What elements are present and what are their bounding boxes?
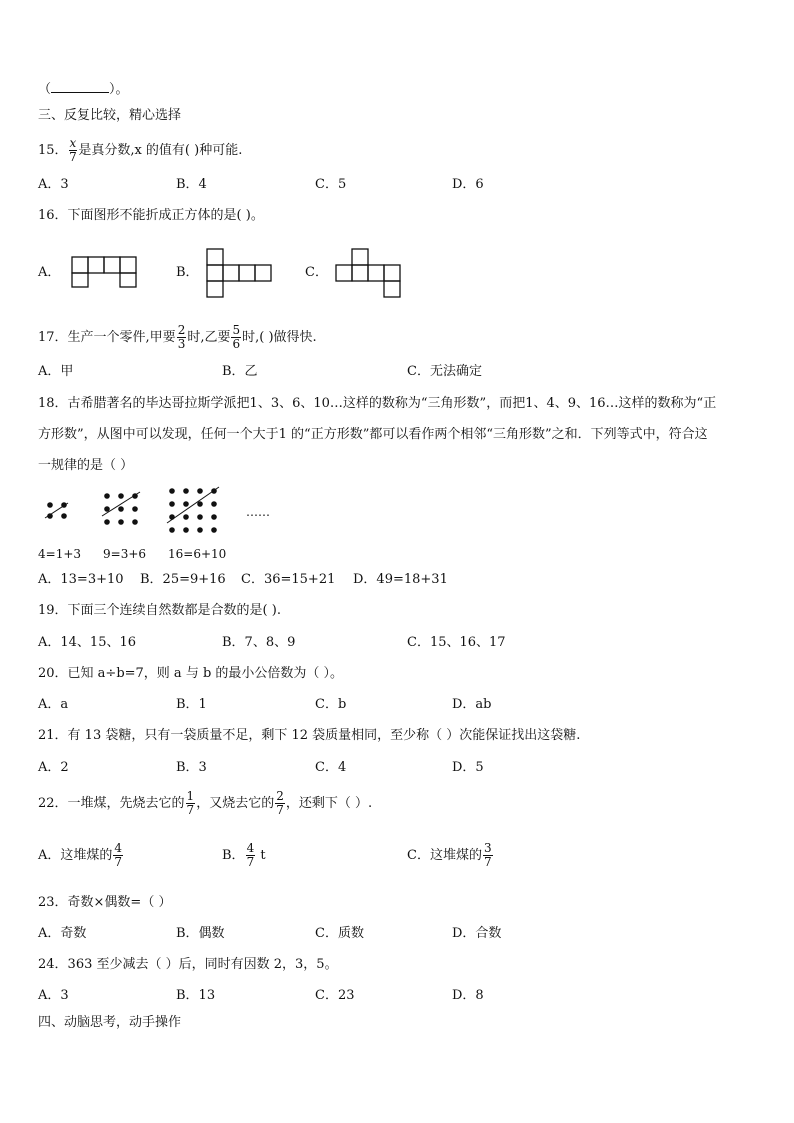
q20-option-c[interactable]: C．b: [315, 697, 347, 712]
question-18-line-3: 一规律的是（ ）: [38, 458, 134, 473]
q18-option-c[interactable]: C．36=15+21: [241, 572, 336, 587]
q23-option-c[interactable]: C．质数: [315, 926, 364, 941]
question-15: 15． $\frac{x}{7}$ 是真分数,x 的值有( )种可能.: [38, 136, 243, 164]
fraction-2-3: $\frac{2}{3}$: [177, 323, 186, 351]
q18-option-a[interactable]: A．13=3+10: [38, 572, 124, 587]
q22-option-b[interactable]: B． $\frac{4}{7}$ t: [222, 841, 266, 869]
q24-option-c[interactable]: C．23: [315, 988, 355, 1003]
q17-option-a[interactable]: A．甲: [38, 364, 74, 379]
q20-option-a[interactable]: A．a: [38, 697, 69, 712]
dot-caption-9: 9=3+6: [103, 547, 147, 561]
q18-option-b[interactable]: B．25=9+16: [140, 572, 226, 587]
question-20: 20．已知 a÷b=7，则 a 与 b 的最小公倍数为（ ）。: [38, 666, 344, 681]
q15-option-c[interactable]: C．5: [315, 177, 347, 192]
q15-option-d[interactable]: D．6: [452, 177, 484, 192]
q21-option-b[interactable]: B．3: [176, 760, 207, 775]
dot-caption-4: 4=1+3: [38, 547, 82, 561]
q16-option-c[interactable]: C．: [305, 265, 328, 280]
question-23: 23．奇数×偶数=（ ）: [38, 895, 172, 910]
q22-option-a[interactable]: A．这堆煤的 $\frac{4}{7}$: [38, 841, 123, 869]
net-figure-a: [71, 256, 139, 290]
q16-option-b[interactable]: B．: [176, 265, 199, 280]
question-16: 16．下面图形不能折成正方体的是( )。: [38, 208, 264, 223]
fraction-x-over-7: $\frac{x}{7}$: [69, 136, 77, 164]
question-22: 22．一堆煤，先烧去它的 $\frac{1}{7}$ ，又烧去它的 $\frac{2}{7}$ ，还剩下（ ）.: [38, 789, 373, 817]
question-18-line-2: 方形数”，从图中可以发现，任何一个大于1 的“正方形数”都可以看作两个相邻“三角形数”之和．下列等式中，符合这: [38, 427, 708, 442]
q16-option-a[interactable]: A．: [38, 265, 61, 280]
question-24: 24．363 至少减去（ ）后，同时有因数 2，3，5。: [38, 957, 338, 972]
q24-option-d[interactable]: D．8: [452, 988, 484, 1003]
fraction-4-7-t: $\frac{4}{7}$: [246, 841, 255, 869]
dot-figure-4: [44, 500, 74, 524]
q22-option-c[interactable]: C．这堆煤的 $\frac{3}{7}$: [407, 841, 492, 869]
q23-option-d[interactable]: D．合数: [452, 926, 502, 941]
fraction-1-7: $\frac{1}{7}$: [186, 789, 195, 817]
q23-option-b[interactable]: B．偶数: [176, 926, 225, 941]
net-figure-b: [206, 248, 274, 300]
q21-option-c[interactable]: C．4: [315, 760, 347, 775]
q19-option-a[interactable]: A．14、15、16: [38, 635, 137, 650]
fraction-3-7: $\frac{3}{7}$: [483, 841, 492, 869]
q20-option-d[interactable]: D．ab: [452, 697, 492, 712]
q20-option-b[interactable]: B．1: [176, 697, 207, 712]
q17-option-c[interactable]: C．无法确定: [407, 364, 482, 379]
q21-option-a[interactable]: A．2: [38, 760, 69, 775]
question-19: 19．下面三个连续自然数都是合数的是( ).: [38, 603, 281, 618]
q18-option-d[interactable]: D．49=18+31: [353, 572, 448, 587]
q17-option-b[interactable]: B．乙: [222, 364, 258, 379]
section-4-heading: 四、动脑思考，动手操作: [38, 1015, 182, 1030]
net-figure-c: [335, 248, 405, 300]
dot-caption-16: 16=6+10: [168, 547, 227, 561]
dot-figure-9: [100, 490, 144, 530]
q24-option-a[interactable]: A．3: [38, 988, 69, 1003]
dot-figure-16: [165, 485, 223, 537]
fraction-5-6: $\frac{5}{6}$: [232, 323, 241, 351]
fraction-4-7: $\frac{4}{7}$: [114, 841, 123, 869]
fraction-2-7: $\frac{2}{7}$: [276, 789, 284, 817]
q21-option-d[interactable]: D．5: [452, 760, 484, 775]
q19-option-b[interactable]: B．7、8、9: [222, 635, 296, 650]
q23-option-a[interactable]: A．奇数: [38, 926, 87, 941]
question-18-line-1: 18．古希腊著名的毕达哥拉斯学派把1、3、6、10…这样的数称为“三角形数”，而把1、4、9、16…这样的数称为“正: [38, 396, 717, 411]
q15-option-b[interactable]: B．4: [176, 177, 207, 192]
section-3-heading: 三、反复比较，精心选择: [38, 108, 182, 123]
q24-option-b[interactable]: B．13: [176, 988, 216, 1003]
previous-answer-blank: （ ）。: [38, 82, 129, 97]
question-17: 17．生产一个零件,甲要 $\frac{2}{3}$ 时,乙要 $\frac{5}{6}$ 时,( )做得快.: [38, 323, 317, 351]
dot-ellipsis: ……: [246, 505, 270, 519]
q15-option-a[interactable]: A．3: [38, 177, 69, 192]
q19-option-c[interactable]: C．15、16、17: [407, 635, 506, 650]
answer-blank: [51, 80, 109, 93]
question-21: 21．有 13 袋糖，只有一袋质量不足，剩下 12 袋质量相同，至少称（ ）次能保证找出这袋糖.: [38, 728, 581, 743]
